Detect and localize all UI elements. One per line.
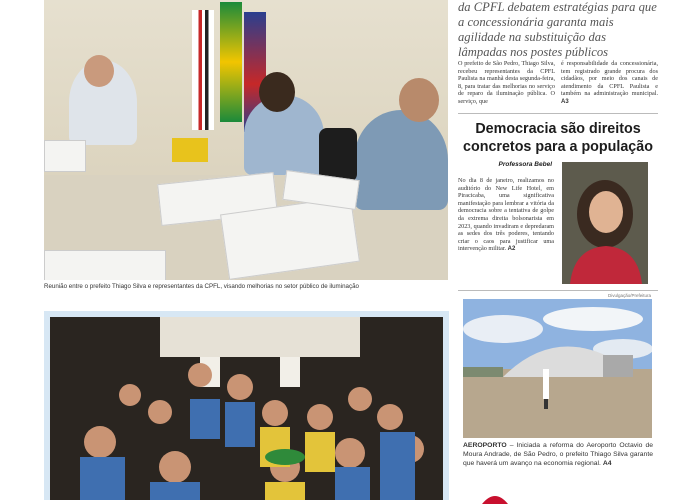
airport-caption-text: – Iniciada a reforma do Aeroporto Octavio de Moura Andrade, de São Pedro, o prefeito Thiago Silva garante que haverá um avanço na economia regional. — [463, 442, 654, 467]
airport-caption — [463, 441, 653, 468]
opinion-author: Professora Bebel — [498, 161, 552, 168]
top-story-headline: da CPFL debatem estratégias para que a concessionária garanta mais agilidade na substituição das lâmpadas nos postes públicos — [458, 0, 657, 59]
promo-logo — [480, 490, 510, 504]
airport-page-ref[interactable]: A4 — [602, 460, 612, 467]
top-story-body-col1: O prefeito de São Pedro, Thiago Silva, recebeu representantes da CPFL Paulista na manhã desta segunda-feira, 8, para tratar das melhorias no serviço de reparo da iluminação pública. O serviço, que — [458, 60, 555, 105]
top-story-body-text: é responsabilidade da concessionária, tem registrado grande procura dos cidadãos, por meio dos canais de atendimento da CPFL Paulista e também na administração municipal. — [561, 60, 658, 98]
party-photo — [50, 317, 443, 500]
section-divider — [458, 113, 658, 114]
photo-credit: Divulgação/Prefeitura — [607, 293, 651, 298]
top-story-body-col2 — [561, 60, 658, 107]
section-divider — [458, 290, 658, 291]
author-portrait — [562, 162, 648, 284]
meeting-photo-caption: Reunião entre o prefeito Thiago Silva e representantes da CPFL, visando melhorias no setor público de iluminação — [44, 283, 359, 290]
opinion-body-text: No dia 8 de janeiro, realizamos no auditório do New Life Hotel, em Piracicaba, uma significativa manifestação para lembrar a vitória da democracia sobre a tentativa de golpe da extrema direita bolsonarista em 2023, quando invadiram e depredaram as sedes dos três poderes, tentando criar o caos para justificar uma intervenção militar. — [458, 177, 554, 253]
airport-caption-tag: AEROPORTO — [463, 442, 507, 449]
opinion-body — [458, 177, 554, 254]
top-story-page-ref[interactable]: A3 — [561, 98, 569, 105]
meeting-photo — [44, 0, 448, 280]
opinion-page-ref[interactable]: A2 — [507, 246, 516, 253]
opinion-headline[interactable]: Democracia são direitos concretos para a população — [463, 121, 653, 155]
airport-photo — [463, 299, 652, 438]
